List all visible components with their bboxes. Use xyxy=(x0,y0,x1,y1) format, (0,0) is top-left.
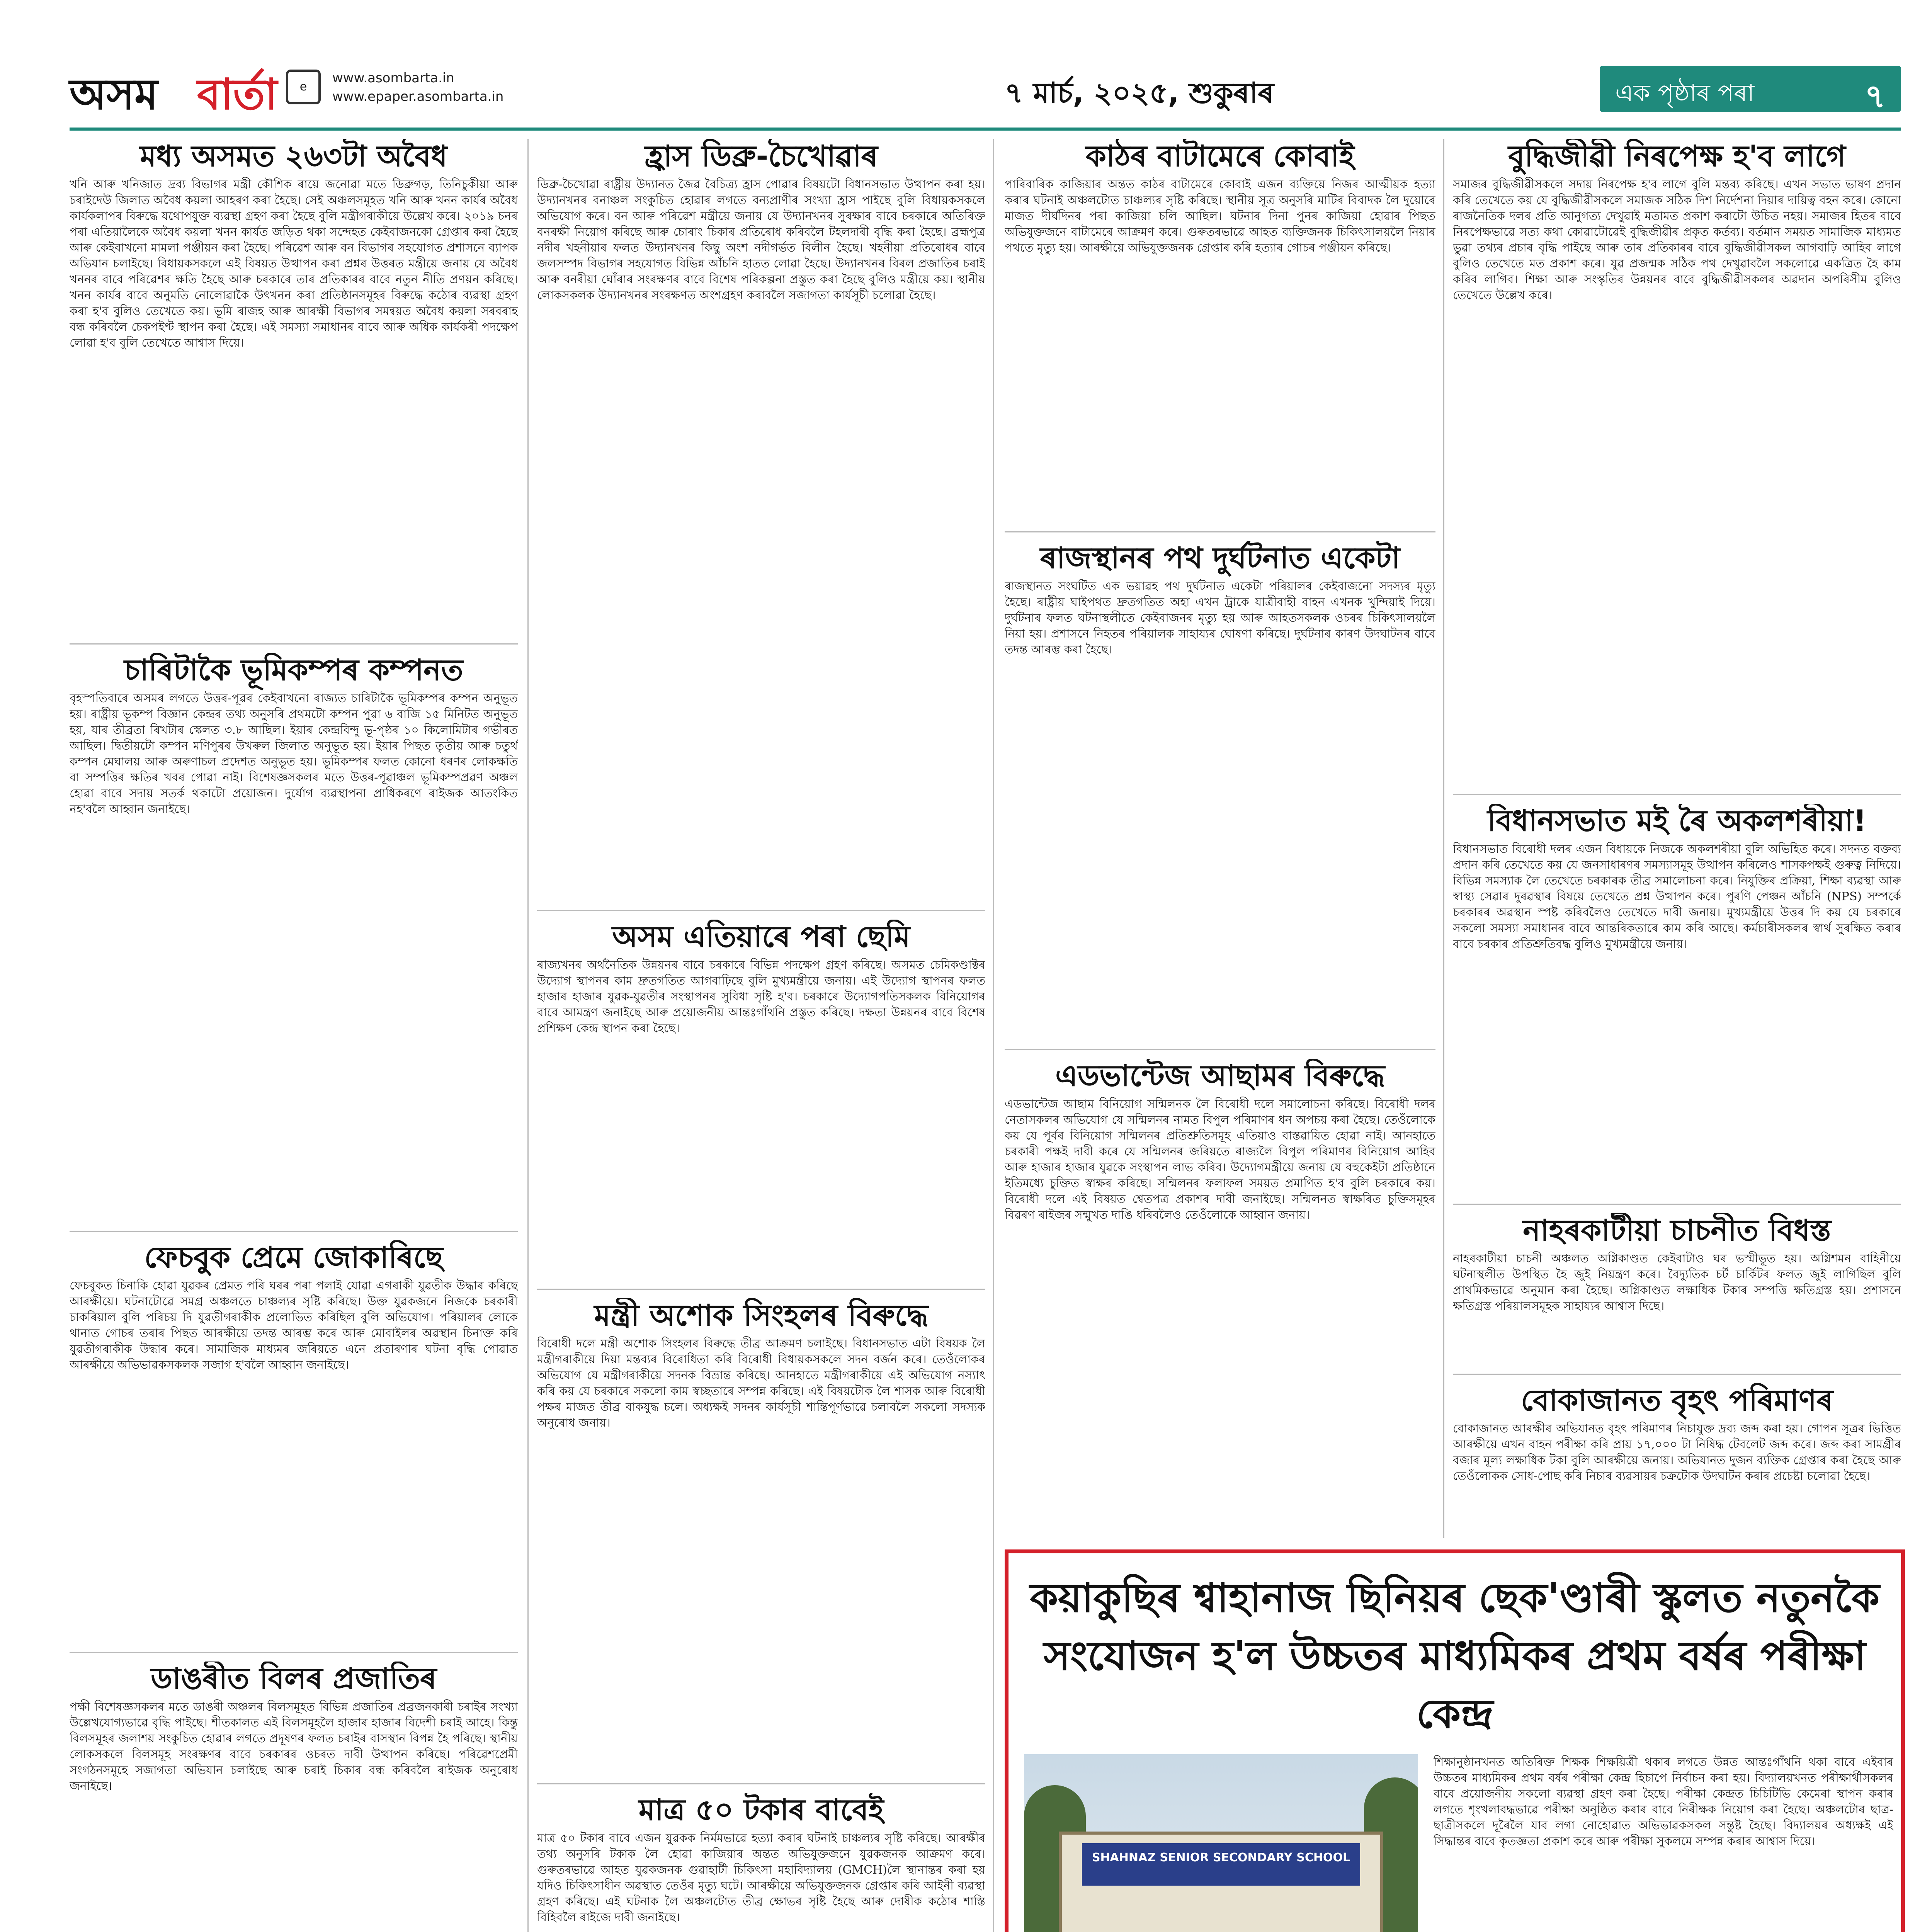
article-body: এডভান্টেজ আছাম বিনিয়োগ সন্মিলনক লৈ বিৰোধী দলে সমালোচনা কৰিছে। বিৰোধী দলৰ নেতাসকলৰ অভিযোগ যে সন্মিলনৰ নামত বিপুল পৰিমাণৰ ধন অপচয় কৰা হৈছে। তেওঁলোকে কয় যে পূৰ্বৰ বিনিয়োগ সন্মিলনৰ প্ৰতিশ্ৰুতিসমূহ এতিয়াও বাস্তৱায়িত হোৱা নাই। আনহাতে চৰকাৰী পক্ষই দাবী কৰে যে সন্মিলনৰ জৰিয়তে ৰাজ্যলৈ বিপুল পৰিমাণৰ বিনিয়োগ আহিব আৰু হাজাৰ হাজাৰ যুৱকে সংস্থাপন লাভ কৰিব। উদ্যোগমন্ত্ৰীয়ে জনায় যে বহুকেইটা প্ৰতিষ্ঠানে ইতিমধ্যে চুক্তিত স্বাক্ষৰ কৰিছে। সন্মিলনৰ ফলাফল সময়ত প্ৰমাণিত হ'ব বুলি চৰকাৰে কয়। বিৰোধী দলে এই বিষয়ত শ্বেতপত্ৰ প্ৰকাশৰ দাবী জনাইছে। সন্মিলনত স্বাক্ষৰিত চুক্তিসমূহৰ বিৱৰণ ৰাইজৰ সন্মুখত দাঙি ধৰিবলৈও তেওঁলোকে আহ্বান জনায়। xyxy=(1005,1097,1435,1222)
article-body: নাহৰকাটীয়া চাচনী অঞ্চলত অগ্নিকাণ্ডত কেইবাটাও ঘৰ ভস্মীভূত হয়। অগ্নিশমন বাহিনীয়ে ঘটনাস্থলীত উপস্থিত হৈ জুই নিয়ন্ত্ৰণ কৰে। বৈদ্যুতিক চৰ্ট চাৰ্কিটৰ ফলত জুই লাগিছিল বুলি প্ৰাথমিকভাৱে অনুমান কৰা হৈছে। অগ্নিকাণ্ডত লক্ষাধিক টকাৰ সম্পত্তি ক্ষতিগ্ৰস্ত হয়। প্ৰশাসনে ক্ষতিগ্ৰস্ত পৰিয়ালসমূহক সাহায্যৰ আশ্বাস দিছে। xyxy=(1453,1252,1901,1313)
article-body: পাৰিবাৰিক কাজিয়াৰ অন্তত কাঠৰ বাটামেৰে কোবাই এজন ব্যক্তিয়ে নিজৰ আত্মীয়ক হত্যা কৰাৰ ঘটনাই অঞ্চলটোত চাঞ্চল্যৰ সৃষ্টি কৰিছে। স্থানীয় সূত্ৰ অনুসৰি মাটিৰ বিবাদক লৈ দুয়োৰে মাজত দীৰ্ঘদিনৰ পৰা কাজিয়া চলি আছিল। ঘটনাৰ দিনা পুনৰ কাজিয়া হোৱাৰ পিছত অভিযুক্তজনে বাটামেৰে আক্ৰমণ কৰে। গুৰুতৰভাৱে আহত ব্যক্তিজনক চিকিৎসালয়লৈ নিয়াৰ পথতে মৃত্যু হয়। আৰক্ষীয়ে অভিযুক্তজনক গ্ৰেপ্তাৰ কৰি হত্যাৰ গোচৰ পঞ্জীয়ন কৰিছে। xyxy=(1005,178,1435,255)
issue-date: ৭ মার্চ, ২০২৫, শুকুৰাৰ xyxy=(1005,77,1274,110)
article-body: সমাজৰ বুদ্ধিজীৱীসকলে সদায় নিৰপেক্ষ হ'ব লাগে বুলি মন্তব্য কৰিছে। এখন সভাত ভাষণ প্ৰদান কৰি তেখেতে কয় যে বুদ্ধিজীৱীসকলে সমাজক সঠিক দিশ নিৰ্দেশনা দিয়াৰ দায়িত্ব বহন কৰে। কোনো ৰাজনৈতিক দলৰ প্ৰতি আনুগত্য দেখুৱাই মতামত প্ৰকাশ কৰাটো উচিত নহয়। সমাজৰ হিতৰ বাবে নিৰপেক্ষভাৱে সত্য কথা কোৱাটোৱেই বুদ্ধিজীৱীৰ প্ৰকৃত কৰ্তব্য। বৰ্তমান সময়ত সামাজিক মাধ্যমত ভুৱা তথ্যৰ প্ৰচাৰ বৃদ্ধি পাইছে আৰু তাৰ প্ৰতিকাৰৰ বাবে বুদ্ধিজীৱীসকল আগবাঢ়ি আহিব লাগে বুলিও তেখেতে মত প্ৰকাশ কৰে। যুৱ প্ৰজন্মক সঠিক পথ দেখুৱাবলৈ সকলোৱে একত্ৰিত হৈ কাম কৰিব লাগিব। শিক্ষা আৰু সংস্কৃতিৰ উন্নয়নৰ বাবে বুদ্ধিজীৱীসকলৰ অৱদান অপৰিসীম বুলিও তেখেতে উল্লেখ কৰে। xyxy=(1453,178,1901,303)
epaper-icon: e xyxy=(286,70,321,104)
headline: মন্ত্ৰী অশোক সিংহলৰ বিৰুদ্ধে xyxy=(594,1298,929,1332)
article-divider xyxy=(1453,1204,1901,1205)
article-divider xyxy=(1453,794,1901,795)
article-body: বিৰোধী দলে মন্ত্ৰী অশোক সিংহলৰ বিৰুদ্ধে তীব্ৰ আক্ৰমণ চলাইছে। বিধানসভাত এটা বিষয়ক লৈ মন্ত্ৰীগৰাকীয়ে দিয়া মন্তব্যৰ বিৰোধিতা কৰি বিৰোধী বিধায়কসকলে সদন বৰ্জন কৰে। তেওঁলোকৰ অভিযোগ যে মন্ত্ৰীগৰাকীয়ে সদনক বিভ্ৰান্ত কৰিছে। আনহাতে মন্ত্ৰীগৰাকীয়ে এই অভিযোগ নস্যাৎ কৰি কয় যে চৰকাৰে সকলো কাম স্বচ্ছতাৰে সম্পন্ন কৰিছে। এই বিষয়টোক লৈ শাসক আৰু বিৰোধী পক্ষৰ মাজত তীব্ৰ বাকযুদ্ধ চলে। অধ্যক্ষই সদনৰ কাৰ্যসূচী শান্তিপূৰ্ণভাৱে চলাবলৈ সকলো সদস্যক অনুৰোধ জনায়। xyxy=(537,1337,985,1430)
article-wetland-species xyxy=(70,1662,518,1932)
article-divider xyxy=(70,643,518,645)
headline: হ্ৰাস ডিব্ৰু-চৈখোৱাৰ xyxy=(645,139,878,173)
column-divider xyxy=(993,139,994,1932)
headline: মাত্ৰ ৫০ টকাৰ বাবেই xyxy=(638,1793,884,1827)
epaper-url[interactable]: www.epaper.asombarta.in xyxy=(332,89,504,104)
article-divider xyxy=(70,1231,518,1232)
headline: এডভান্টেজ আছামৰ বিৰুদ্ধে xyxy=(1055,1059,1385,1093)
headline: ডাঙৰীত বিলৰ প্ৰজাতিৰ xyxy=(151,1662,437,1696)
headline: মধ্য অসমত ২৬৩টা অবৈধ xyxy=(140,139,447,173)
article-rajasthan-accident xyxy=(1005,541,1435,1043)
headline: অসম এতিয়াৰে পৰা ছেমি xyxy=(612,920,910,954)
column-divider xyxy=(1443,139,1444,1538)
feature-text-right xyxy=(1434,1754,1893,1932)
newspaper-logo xyxy=(70,58,277,119)
column-divider xyxy=(527,139,529,1932)
headline: বিধানসভাত মই ৰৈ অকলশৰীয়া! xyxy=(1487,804,1867,838)
article-naharkatia-fire xyxy=(1453,1213,1901,1368)
article-divider xyxy=(1453,1374,1901,1375)
feature-box xyxy=(1005,1549,1905,1932)
article-divider xyxy=(537,1289,985,1290)
header-rule xyxy=(70,128,1901,131)
feature-headline: কয়াকুছিৰ শ্বাহানাজ ছিনিয়ৰ ছেক'ণ্ডাৰী স্কুলত নতুনকৈ সংযোজন হ'ল উচ্চতৰ মাধ্যমিকৰ প্ৰথম বৰ্ষৰ পৰীক্ষা কেন্দ্ৰ xyxy=(1030,1574,1880,1737)
article-wooden-stick xyxy=(1005,139,1435,526)
article-body: ৰাজ্যখনৰ অৰ্থনৈতিক উন্নয়নৰ বাবে চৰকাৰে বিভিন্ন পদক্ষেপ গ্ৰহণ কৰিছে। অসমত চেমিকণ্ডাক্টৰ উদ্যোগ স্থাপনৰ কাম দ্ৰুতগতিত আগবাঢ়িছে বুলি মুখ্যমন্ত্ৰীয়ে জনায়। এই উদ্যোগ স্থাপনৰ ফলত হাজাৰ হাজাৰ যুৱক-যুৱতীৰ সংস্থাপনৰ সুবিধা সৃষ্টি হ'ব। চৰকাৰে উদ্যোগপতিসকলক বিনিয়োগৰ বাবে আমন্ত্ৰণ জনাইছে আৰু প্ৰয়োজনীয় আন্তঃগাঁথনি প্ৰস্তুত কৰিছে। দক্ষতা উন্নয়নৰ বাবে বিশেষ প্ৰশিক্ষণ কেন্দ্ৰ স্থাপন কৰা হৈছে। xyxy=(537,958,985,1036)
logo-word-asom: অসম xyxy=(70,70,158,119)
school-photo xyxy=(1024,1754,1418,1932)
article-intellectuals xyxy=(1453,139,1901,788)
article-divider xyxy=(537,910,985,911)
headline: নাহৰকাটীয়া চাচনীত বিধস্ত xyxy=(1523,1213,1831,1247)
article-body: খনি আৰু খনিজাত দ্ৰব্য বিভাগৰ মন্ত্ৰী কৌশিক ৰায়ে জনোৱা মতে ডিব্ৰুগড়, তিনিচুকীয়া আৰু চৰাইদেউ জিলাত অবৈধ কয়লা আহৰণ কৰা হৈছে। সেই অঞ্চলসমূহত খনি আৰু খনন কাৰ্যৰ অবৈধ কাৰ্যকলাপৰ বিৰুদ্ধে যথোপযুক্ত ব্যৱস্থা গ্ৰহণ কৰা হৈছে বুলি মন্ত্ৰীগৰাকীয়ে উল্লেখ কৰে। ২০১৯ চনৰ পৰা এতিয়ালৈকে অবৈধ কয়লা খনন কাৰ্যত জড়িত থকা সন্দেহত কেইবাজনকো গ্ৰেপ্তাৰ কৰা হৈছে আৰু কেইবাখনো মামলা পঞ্জীয়ন কৰা হৈছে। পৰিৱেশ আৰু বন বিভাগৰ সহযোগত প্ৰশাসনে ব্যাপক অভিযান চলাইছে। বিধায়কসকলে এই বিষয়ত উত্থাপন কৰা প্ৰশ্নৰ উত্তৰত মন্ত্ৰীয়ে জনায় যে অবৈধ খননৰ বাবে পৰিৱেশৰ ক্ষতি হৈছে আৰু চৰকাৰে তাৰ প্ৰতিকাৰৰ বাবে নতুন নীতি প্ৰণয়ন কৰিছে। খনন কাৰ্যৰ বাবে অনুমতি নোলোৱাকৈ উৎখনন কৰা প্ৰতিষ্ঠানসমূহৰ বিৰুদ্ধে কঠোৰ ব্যৱস্থা গ্ৰহণ কৰা হ'ব বুলিও তেখেতে কয়। ভূমি ৰাজহ আৰু আৰক্ষী বিভাগৰ সমন্বয়ত অবৈধ কয়লা সৰবৰাহ বন্ধ কৰিবলৈ চেকপইণ্ট স্থাপন কৰা হৈছে। এই সমস্যা সমাধানৰ বাবে আৰু অধিক কাৰ্যকৰী পদক্ষেপ লোৱা হ'ব বুলি তেখেতে আশ্বাস দিয়ে। xyxy=(70,178,518,350)
article-body: ডিব্ৰু-চৈখোৱা ৰাষ্ট্ৰীয় উদ্যানত জৈৱ বৈচিত্ৰ্য হ্ৰাস পোৱাৰ বিষয়টো বিধানসভাত উত্থাপন কৰা হয়। উদ্যানখনৰ বনাঞ্চল সংকুচিত হোৱাৰ লগতে বন্যপ্ৰাণীৰ সংখ্যা হ্ৰাস পাইছে বুলি বিধায়কসকলে অভিযোগ কৰে। বন আৰু পৰিৱেশ মন্ত্ৰীয়ে জনায় যে উদ্যানখনৰ সুৰক্ষাৰ বাবে চৰকাৰে অতিৰিক্ত বনৰক্ষী নিয়োগ কৰিছে আৰু চোৰাং চিকাৰ প্ৰতিৰোধ কৰিবলৈ টহলদাৰী বৃদ্ধি কৰা হৈছে। ব্ৰহ্মপুত্ৰ নদীৰ খহনীয়াৰ ফলত উদ্যানখনৰ কিছু অংশ নদীগৰ্ভত বিলীন হৈছে। খহনীয়া প্ৰতিৰোধৰ বাবে জলসম্পদ বিভাগৰ সহযোগত বিভিন্ন আঁচনি হাতত লোৱা হৈছে। উদ্যানখনৰ বিৰল প্ৰজাতিৰ চৰাই আৰু বনৰীয়া ঘোঁৰাৰ সংৰক্ষণৰ বাবে বিশেষ পৰিকল্পনা প্ৰস্তুত কৰা হৈছে বুলিও মন্ত্ৰীয়ে কয়। স্থানীয় লোকসকলক উদ্যানখনৰ সংৰক্ষণত অংশগ্ৰহণ কৰাবলৈ সজাগতা কাৰ্যসূচী চলোৱা হৈছে। xyxy=(537,178,985,303)
article-earthquake xyxy=(70,653,518,1225)
logo-word-barta: বার্তা xyxy=(197,70,277,119)
article-body: বোকাজানত আৰক্ষীৰ অভিযানত বৃহৎ পৰিমাণৰ নিচাযুক্ত দ্ৰব্য জব্দ কৰা হয়। গোপন সূত্ৰৰ ভিত্তিত আৰক্ষীয়ে এখন বাহন পৰীক্ষা কৰি প্ৰায় ১৭,০০০ টা নিষিদ্ধ টেবলেট জব্দ কৰে। জব্দ কৰা সামগ্ৰীৰ বজাৰ মূল্য লক্ষাধিক টকা বুলি আৰক্ষীয়ে জনায়। অভিযানত দুজন ব্যক্তিক গ্ৰেপ্তাৰ কৰা হৈছে আৰু তেওঁলোকক সোধ-পোছ কৰি নিচাৰ ব্যৱসায়ৰ চক্ৰটোক উদঘাটন কৰাৰ প্ৰচেষ্টা চলোৱা হৈছে। xyxy=(1453,1422,1901,1483)
article-body: ফেচবুকত চিনাকি হোৱা যুৱকৰ প্ৰেমত পৰি ঘৰৰ পৰা পলাই যোৱা এগৰাকী যুৱতীক উদ্ধাৰ কৰিছে আৰক্ষীয়ে। ঘটনাটোৱে সমগ্ৰ অঞ্চলতে চাঞ্চল্যৰ সৃষ্টি কৰিছে। উক্ত যুৱকজনে নিজকে চৰকাৰী চাকৰিয়াল বুলি পৰিচয় দি যুৱতীগৰাকীক প্ৰলোভিত কৰিছিল বুলি অভিযোগ। পৰিয়ালৰ লোকে থানাত গোচৰ তৰাৰ পিছত আৰক্ষীয়ে তদন্ত আৰম্ভ কৰে আৰু মোবাইলৰ অৱস্থান চিনাক্ত কৰি যুৱতীগৰাকীক উদ্ধাৰ কৰে। সামাজিক মাধ্যমৰ জৰিয়তে এনে প্ৰতাৰণাৰ ঘটনা বৃদ্ধি পোৱাত আৰক্ষীয়ে অভিভাৱকসকলক সজাগ হ'বলৈ আহ্বান জনাইছে। xyxy=(70,1279,518,1372)
headline: ৰাজস্থানৰ পথ দুৰ্ঘটনাত একেটা xyxy=(1040,541,1400,575)
article-assam-semiconductor xyxy=(537,920,985,1283)
continued-from-label: এক পৃষ্ঠাৰ পৰা xyxy=(1615,79,1755,107)
signboard-text: SHAHNAZ SENIOR SECONDARY SCHOOL xyxy=(1092,1851,1350,1864)
article-body: ৰাজস্থানত সংঘটিত এক ভয়াৱহ পথ দুৰ্ঘটনাত একেটা পৰিয়ালৰ কেইবাজনো সদস্যৰ মৃত্যু হৈছে। ৰাষ্ট্ৰীয় ঘাইপথত দ্ৰুতগতিত অহা এখন ট্ৰাকে যাত্ৰীবাহী বাহন এখনক খুন্দিয়াই দিয়ে। দুৰ্ঘটনাৰ ফলত ঘটনাস্থলীতে কেইবাজনৰ মৃত্যু হয় আৰু আহতসকলক ওচৰৰ চিকিৎসালয়লৈ নিয়া হয়। প্ৰশাসনে নিহতৰ পৰিয়ালক সাহায্যৰ ঘোষণা কৰিছে। দুৰ্ঘটনাৰ কাৰণ উদঘাটনৰ বাবে তদন্ত আৰম্ভ কৰা হৈছে। xyxy=(1005,580,1435,657)
headline: বুদ্ধিজীৱী নিৰপেক্ষ হ'ব লাগে xyxy=(1508,139,1846,173)
article-bokajan-seizure xyxy=(1453,1383,1901,1538)
article-coal-mining xyxy=(70,139,518,638)
headline: বোকাজানত বৃহৎ পৰিমাণৰ xyxy=(1521,1383,1833,1417)
page-number: ৭ xyxy=(1864,77,1886,115)
article-facebook-love xyxy=(70,1240,518,1646)
article-fifty-rupees xyxy=(537,1793,985,1932)
headline: কাঠৰ বাটামেৰে কোবাই xyxy=(1085,139,1355,173)
article-body: বৃহস্পতিবাৰে অসমৰ লগতে উত্তৰ-পূৱৰ কেইবাখনো ৰাজ্যত চাৰিটাকৈ ভূমিকম্পৰ কম্পন অনুভূত হয়। ৰাষ্ট্ৰীয় ভূকম্প বিজ্ঞান কেন্দ্ৰৰ তথ্য অনুসৰি প্ৰথমটো কম্পন পুৱা ৬ বাজি ১৫ মিনিটত অনুভূত হয়, যাৰ তীব্ৰতা ৰিখটাৰ স্কেলত ৩.৮ আছিল। ইয়াৰ কেন্দ্ৰবিন্দু ভূ-পৃষ্ঠৰ ১০ কিলোমিটাৰ গভীৰত আছিল। দ্বিতীয়টো কম্পন মণিপুৰৰ উখৰুল জিলাত অনুভূত হয়। ইয়াৰ পিছত তৃতীয় আৰু চতুৰ্থ কম্পন মেঘালয় আৰু অৰুণাচল প্ৰদেশত অনুভূত হয়। ভূমিকম্পৰ ফলত কোনো ধৰণৰ লোকক্ষতি বা সম্পত্তিৰ ক্ষতিৰ খবৰ পোৱা নাই। বিশেষজ্ঞসকলৰ মতে উত্তৰ-পূৱাঞ্চল ভূমিকম্পপ্ৰৱণ অঞ্চল হোৱা বাবে সদায় সতৰ্ক থকাটো প্ৰয়োজন। দুৰ্যোগ ব্যৱস্থাপনা প্ৰাধিকৰণে ৰাইজক আতংকিত নহ'বলৈ আহ্বান জনাইছে। xyxy=(70,692,518,816)
headline: চাৰিটাকৈ ভূমিকম্পৰ কম্পনত xyxy=(124,653,463,687)
headline: ফেচবুক প্ৰেমে জোকাৰিছে xyxy=(144,1240,443,1274)
article-body: বিধানসভাত বিৰোধী দলৰ এজন বিধায়কে নিজকে অকলশৰীয়া বুলি অভিহিত কৰে। সদনত বক্তব্য প্ৰদান কৰি তেখেতে কয় যে জনসাধাৰণৰ সমস্যাসমূহ উত্থাপন কৰিলেও শাসকপক্ষই গুৰুত্ব নিদিয়ে। বিভিন্ন সমস্যাক লৈ তেখেতে চৰকাৰক তীব্ৰ সমালোচনা কৰে। নিযুক্তিৰ প্ৰক্ৰিয়া, শিক্ষা ব্যৱস্থা আৰু স্বাস্থ্য সেৱাৰ দুৰৱস্থাৰ বিষয়ে তেখেতে প্ৰশ্ন উত্থাপন কৰে। পুৰণি পেঞ্চন আঁচনি (NPS) সম্পৰ্কে চৰকাৰৰ অৱস্থান স্পষ্ট কৰিবলৈও তেখেতে দাবী জনায়। মুখ্যমন্ত্ৰীয়ে উত্তৰ দি কয় যে চৰকাৰে সকলো সমস্যা সমাধানৰ বাবে আন্তৰিকতাৰে কাম কৰি আছে। কৰ্মচাৰীসকলৰ স্বাৰ্থ সুৰক্ষিত কৰাৰ বাবে চৰকাৰ প্ৰতিশ্ৰুতিবদ্ধ বুলিও মুখ্যমন্ত্ৰীয়ে জনায়। xyxy=(1453,842,1901,951)
article-divider xyxy=(537,1783,985,1784)
article-divider xyxy=(1005,1049,1435,1050)
article-ashok-singhal xyxy=(537,1298,985,1777)
masthead xyxy=(70,58,1901,124)
website-urls xyxy=(332,69,503,106)
article-body: শিক্ষানুষ্ঠানখনত অতিৰিক্ত শিক্ষক শিক্ষয়িত্ৰী থকাৰ লগতে উন্নত আন্তঃগাঁথনি থকা বাবে এইবাৰ উচ্চতৰ মাধ্যমিকৰ প্ৰথম বৰ্ষৰ পৰীক্ষা কেন্দ্ৰ হিচাপে নিৰ্বাচন কৰা হয়। বিদ্যালয়খনত পৰীক্ষাৰ্থীসকলৰ বাবে প্ৰয়োজনীয় সকলো ব্যৱস্থা গ্ৰহণ কৰা হৈছে। পৰীক্ষা কেন্দ্ৰত চিচিটিভি কেমেৰা স্থাপন কৰাৰ লগতে শৃংখলাবদ্ধভাৱে পৰীক্ষা অনুষ্ঠিত কৰাৰ বাবে নিৰীক্ষক নিয়োগ কৰা হৈছে। অঞ্চলটোৰ ছাত্ৰ-ছাত্ৰীসকলে দূৰৈলৈ যাব লগা নোহোৱাত অভিভাৱকসকল সন্তুষ্ট হৈছে। বিদ্যালয়ৰ অধ্যক্ষই এই সিদ্ধান্তৰ বাবে কৃতজ্ঞতা প্ৰকাশ কৰে আৰু পৰীক্ষা সুকলমে সম্পন্ন কৰাৰ আশ্বাস দিয়ে। xyxy=(1434,1755,1893,1848)
website-url[interactable]: www.asombarta.in xyxy=(332,70,454,86)
article-divider xyxy=(1005,531,1435,532)
article-assembly-alone xyxy=(1453,804,1901,1198)
article-divider xyxy=(70,1652,518,1653)
page-tag xyxy=(1600,66,1901,115)
article-body: পক্ষী বিশেষজ্ঞসকলৰ মতে ডাঙৰী অঞ্চলৰ বিলসমূহত বিভিন্ন প্ৰজাতিৰ প্ৰব্ৰজনকাৰী চৰাইৰ সংখ্যা উল্লেখযোগ্যভাৱে বৃদ্ধি পাইছে। শীতকালত এই বিলসমূহলৈ হাজাৰ হাজাৰ বিদেশী চৰাই আহে। কিন্তু বিলসমূহৰ জলাশয় সংকুচিত হোৱাৰ লগতে প্ৰদূষণৰ ফলত চৰাইৰ বাসস্থান বিপন্ন হৈ পৰিছে। স্থানীয় লোকসকলে বিলসমূহ সংৰক্ষণৰ বাবে চৰকাৰৰ ওচৰত দাবী উত্থাপন কৰিছে। পৰিৱেশপ্ৰেমী সংগঠনসমূহে সজাগতা অভিযান চলাইছে আৰু চৰাই চিকাৰ বন্ধ কৰিবলৈ ৰাইজক অনুৰোধ জনাইছে। xyxy=(70,1700,518,1793)
article-advantage-assam xyxy=(1005,1059,1435,1538)
article-dibru-saikhowa xyxy=(537,139,985,904)
article-body: মাত্ৰ ৫০ টকাৰ বাবে এজন যুৱকক নিৰ্মমভাৱে হত্যা কৰাৰ ঘটনাই চাঞ্চল্যৰ সৃষ্টি কৰিছে। আৰক্ষীৰ তথ্য অনুসৰি টকাক লৈ হোৱা কাজিয়াৰ অন্তত অভিযুক্তজনে যুৱকজনক আক্ৰমণ কৰে। গুৰুতৰভাৱে আহত যুৱকজনক গুৱাহাটী চিকিৎসা মহাবিদ্যালয় (GMCH)লৈ স্থানান্তৰ কৰা হয় যদিও চিকিৎসাধীন অৱস্থাত তেওঁৰ মৃত্যু ঘটে। আৰক্ষীয়ে অভিযুক্তজনক গ্ৰেপ্তাৰ কৰি আইনী ব্যৱস্থা গ্ৰহণ কৰিছে। এই ঘটনাক লৈ অঞ্চলটোত তীব্ৰ ক্ষোভৰ সৃষ্টি হৈছে আৰু দোষীক কঠোৰ শাস্তি বিহিবলৈ ৰাইজে দাবী জনাইছে। xyxy=(537,1832,985,1925)
